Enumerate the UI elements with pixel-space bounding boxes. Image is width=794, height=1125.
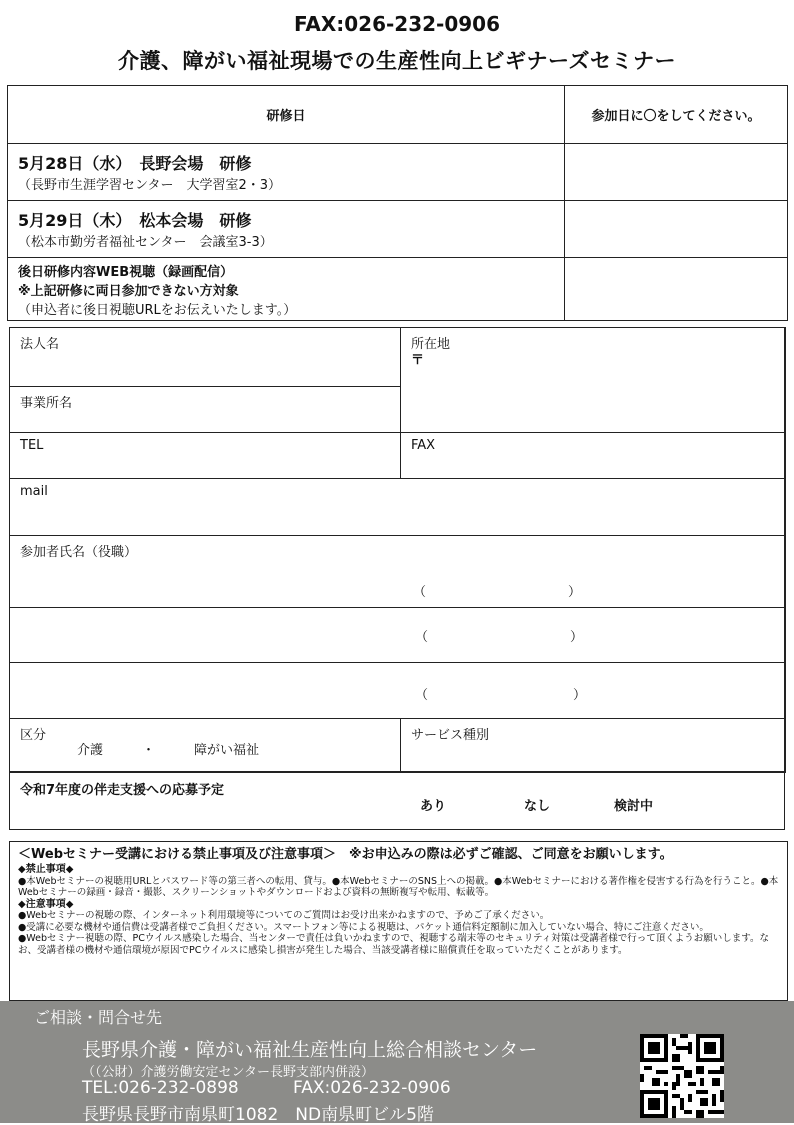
title-paren-close: ） bbox=[570, 630, 584, 645]
service-type-label: サービス種別 bbox=[411, 728, 490, 743]
participation-mark-cell[interactable] bbox=[565, 258, 788, 321]
contact-footer bbox=[0, 1001, 794, 1123]
session-title: 5月28日（水） 長野会場 研修 bbox=[18, 154, 252, 173]
session-row-nagano bbox=[8, 144, 565, 201]
fax-number-header: FAX:026-232-0906 bbox=[293, 12, 501, 36]
participation-mark-cell[interactable] bbox=[565, 201, 788, 258]
corp-name-field[interactable] bbox=[9, 327, 401, 387]
participant-row[interactable] bbox=[9, 607, 786, 663]
fax-label: FAX bbox=[411, 438, 436, 453]
contact-tel: TEL:026-232-0898 bbox=[82, 1078, 239, 1098]
participation-mark-cell[interactable] bbox=[565, 144, 788, 201]
title-paren-close: ） bbox=[573, 688, 587, 703]
title-paren-open: （ bbox=[413, 585, 427, 600]
web-session-target: ※上記研修に両日参加できない方対象 bbox=[18, 283, 239, 299]
page-title: 介護、障がい福祉現場での生産性向上ビギナーズセミナー bbox=[118, 49, 676, 73]
category-options: 介護 ・ 障がい福祉 bbox=[77, 743, 260, 758]
location-field[interactable] bbox=[400, 327, 786, 433]
caution-item: ●受講に必要な機材や通信費は受講者様でご負担ください。スマートフォン等による視聴は、パケット通信料定額制に加入していない場合、特にご注意ください。 bbox=[18, 921, 709, 933]
corp-name-label: 法人名 bbox=[20, 337, 60, 352]
title-paren-open: （ bbox=[415, 630, 429, 645]
category-label: 区分 bbox=[20, 728, 47, 743]
session-title: 5月29日（木） 松本会場 研修 bbox=[18, 211, 252, 230]
fax-field[interactable] bbox=[400, 432, 786, 479]
contact-address: 長野県長野市南県町1082 ND南県町ビル5階 bbox=[82, 1105, 434, 1125]
web-session-note: （申込者に後日視聴URLをお伝えいたします。） bbox=[18, 302, 297, 318]
tel-field[interactable] bbox=[9, 432, 401, 479]
mail-label: mail bbox=[20, 484, 48, 499]
office-name-label: 事業所名 bbox=[20, 396, 73, 411]
title-paren-close: ） bbox=[568, 585, 582, 600]
caution-heading: ◆注意事項◆ bbox=[18, 898, 74, 910]
contact-organization: 長野県介護・障がい福祉生産性向上総合相談センター bbox=[82, 1039, 538, 1061]
prohibited-text: ●本Webセミナーの視聴用URLとパスワード等の第三者への転用、貸与。●本WebセミナーのSNS上への掲載。●本Webセミナーにおける著作権を侵害する行為を行うこと。●本Webセミナーの録画・録音・撮影、スクリーンショットやダウンロードおよび資料の無断複写や転用、転載等。 bbox=[18, 875, 779, 898]
contact-label: ご相談・問合せ先 bbox=[34, 1008, 163, 1027]
option-yes[interactable]: あり bbox=[420, 799, 447, 814]
application-form bbox=[9, 327, 785, 772]
web-session-title: 後日研修内容WEB視聴（録画配信） bbox=[18, 264, 234, 280]
training-day-header: 研修日 bbox=[8, 86, 565, 144]
prohibited-heading: ◆禁止事項◆ bbox=[18, 864, 74, 875]
caution-item: ●Webセミナー視聴の際、PCウイルス感染した場合、当センターで責任は負いかねますので、視聴する端末等のセキュリティ対策は受講者様で行って頂くようお願いします。なお、受講者様の機材や通信環境が原因でPCウイルスに感染し損害が発生した場合、当該受講者様に賠償責任を取っていただくことがあります。 bbox=[18, 933, 770, 956]
location-label: 所在地 bbox=[411, 337, 451, 352]
option-undecided[interactable]: 検討中 bbox=[614, 799, 654, 814]
tel-label: TEL bbox=[20, 438, 44, 453]
mail-field[interactable] bbox=[9, 478, 786, 536]
service-type-field[interactable] bbox=[400, 718, 786, 773]
participant-row[interactable] bbox=[9, 662, 786, 719]
support-application-label: 令和7年度の伴走支援への応募予定 bbox=[20, 783, 225, 798]
qr-code[interactable] bbox=[640, 1034, 724, 1118]
session-row-matsumoto bbox=[8, 201, 565, 258]
office-name-field[interactable] bbox=[9, 386, 401, 433]
session-venue: （松本市勤労者福祉センター 会議室3-3） bbox=[18, 235, 273, 250]
caution-item: ●Webセミナーの視聴の際、インターネット利用環境等についてのご質問はお受け出来かねますので、予めご了承ください。 bbox=[18, 910, 550, 921]
postal-mark: 〒 bbox=[411, 353, 425, 368]
session-row-web bbox=[8, 258, 565, 321]
session-venue: （長野市生涯学習センター 大学習室2・3） bbox=[18, 178, 282, 193]
participants-label: 参加者氏名（役職） bbox=[20, 545, 138, 560]
support-application-row bbox=[9, 772, 785, 830]
session-table bbox=[7, 85, 788, 321]
contact-fax: FAX:026-232-0906 bbox=[293, 1078, 451, 1098]
participation-header: 参加日に〇をしてください。 bbox=[565, 86, 788, 144]
category-field[interactable] bbox=[9, 718, 401, 773]
participant-row[interactable] bbox=[9, 535, 786, 608]
web-seminar-notes bbox=[9, 841, 788, 1001]
option-no[interactable]: なし bbox=[524, 799, 551, 814]
title-paren-open: （ bbox=[415, 688, 429, 703]
notes-title: ＜Webセミナー受講における禁止事項及び注意事項＞ ※お申込みの際は必ずご確認、ご同意をお願いします。 bbox=[18, 847, 673, 862]
contact-affiliation: （（公財）介護労働安定センター長野支部内併設） bbox=[82, 1065, 374, 1080]
